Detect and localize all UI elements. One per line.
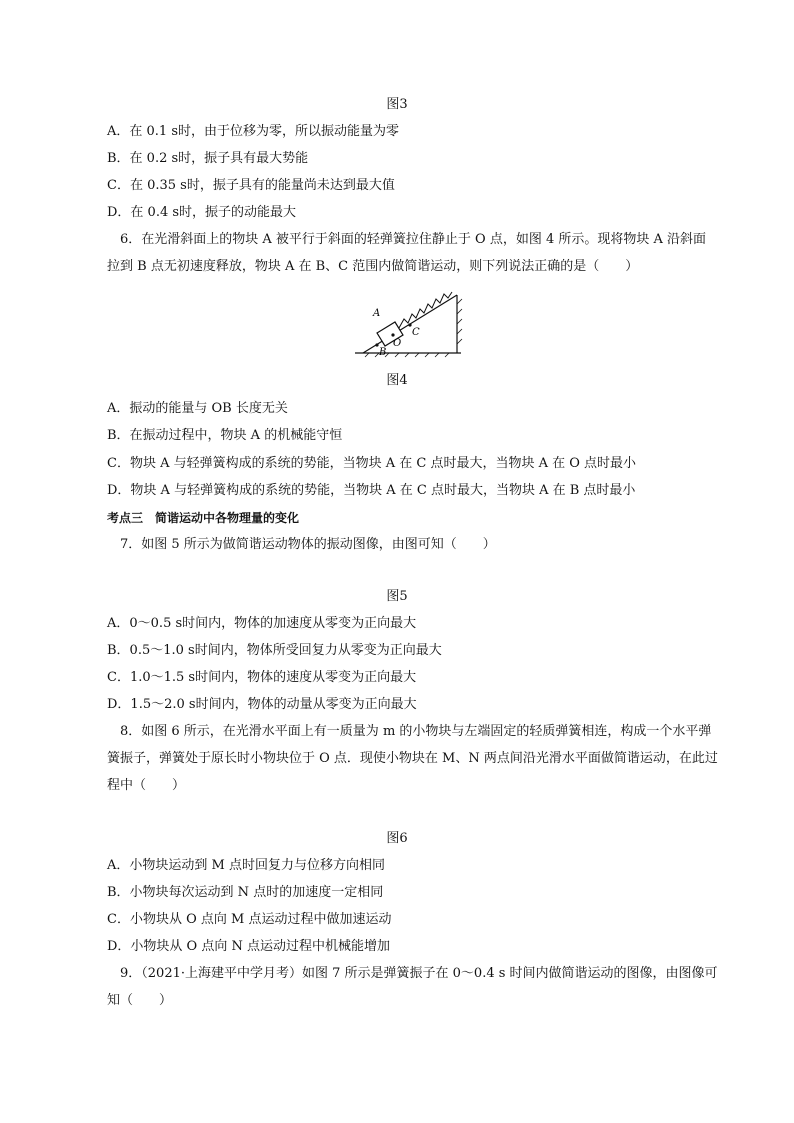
q8-option-a: A．小物块运动到 M 点时回复力与位移方向相同 <box>107 858 385 873</box>
q8-option-c: C．小物块从 O 点向 M 点运动过程中做加速运动 <box>107 912 392 927</box>
q8-stem-line-1: 8．如图 6 所示，在光滑水平面上有一质量为 m 的小物块与左端固定的轻质弹簧相连，构成一个水平弹 <box>120 724 712 739</box>
q5-option-a: A．在 0.1 s时，由于位移为零，所以振动能量为零 <box>107 124 399 139</box>
q6-option-c: C．物块 A 与轻弹簧构成的系统的势能，当物块 A 在 C 点时最大，当物块 A 在 O 点时最小 <box>107 456 637 471</box>
q7-option-c: C．1.0～1.5 s时间内，物体的速度从零变为正向最大 <box>107 670 417 685</box>
q7-option-a: A．0～0.5 s时间内，物体的加速度从零变为正向最大 <box>107 616 417 631</box>
q5-option-b: B．在 0.2 s时，振子具有最大势能 <box>107 151 309 166</box>
q5-option-d: D．在 0.4 s时，振子的动能最大 <box>107 205 297 220</box>
q6-option-a: A．振动的能量与 OB 长度无关 <box>107 401 288 416</box>
spring <box>399 292 452 328</box>
ground-hatching <box>365 353 449 357</box>
q8-stem-line-2: 簧振子，弹簧处于原长时小物块位于 O 点．现使小物块在 M、N 两点间沿光滑水平面做简谐运动，在此过 <box>107 751 718 766</box>
label-b: B <box>379 347 387 358</box>
q6-option-d: D．物块 A 与轻弹簧构成的系统的势能，当物块 A 在 C 点时最大，当物块 A 在 B 点时最小 <box>107 483 636 498</box>
q6-option-b: B．在振动过程中，物块 A 的机械能守恒 <box>107 428 343 443</box>
q7-option-b: B．0.5～1.0 s时间内，物体所受回复力从零变为正向最大 <box>107 643 442 658</box>
q8-stem-line-3: 程中（ ） <box>107 778 186 793</box>
q6-stem-line-1: 6．在光滑斜面上的物块 A 被平行于斜面的轻弹簧拉住静止于 O 点，如图 4 所示。现将物块 A 沿斜面 <box>120 232 707 247</box>
q8-option-b: B．小物块每次运动到 N 点时的加速度一定相同 <box>107 885 384 900</box>
section-3-heading: 考点三 简谐运动中各物理量的变化 <box>107 511 300 525</box>
q9-stem-line-2: 知（ ） <box>107 993 173 1008</box>
label-c: C <box>412 327 420 338</box>
q9-stem-line-1: 9．（2021·上海建平中学月考）如图 7 所示是弹簧振子在 0～0.4 s 时间内做简谐运动的图像，由图像可 <box>120 966 718 981</box>
wall-hatching <box>457 299 462 344</box>
figure-4-caption: 图4 <box>386 373 408 388</box>
figure-3-caption: 图3 <box>386 97 408 112</box>
q7-stem: 7．如图 5 所示为做简谐运动物体的振动图像，由图可知（ ） <box>120 537 496 552</box>
label-a: A <box>373 308 381 319</box>
q8-option-d: D．小物块从 O 点向 N 点运动过程中机械能增加 <box>107 939 390 954</box>
point-o-marker <box>391 333 394 336</box>
figure-5-caption: 图5 <box>386 589 408 604</box>
q5-option-c: C．在 0.35 s时，振子具有的能量尚未达到最大值 <box>107 178 395 193</box>
q7-option-d: D．1.5～2.0 s时间内，物体的动量从零变为正向最大 <box>107 697 417 712</box>
figure-6-caption: 图6 <box>386 831 408 846</box>
label-o: O <box>393 338 402 349</box>
q6-stem-line-2: 拉到 B 点无初速度释放，物块 A 在 B、C 范围内做简谐运动，则下列说法正确的是（ ） <box>107 259 639 274</box>
figure-4-incline-diagram <box>355 282 465 358</box>
